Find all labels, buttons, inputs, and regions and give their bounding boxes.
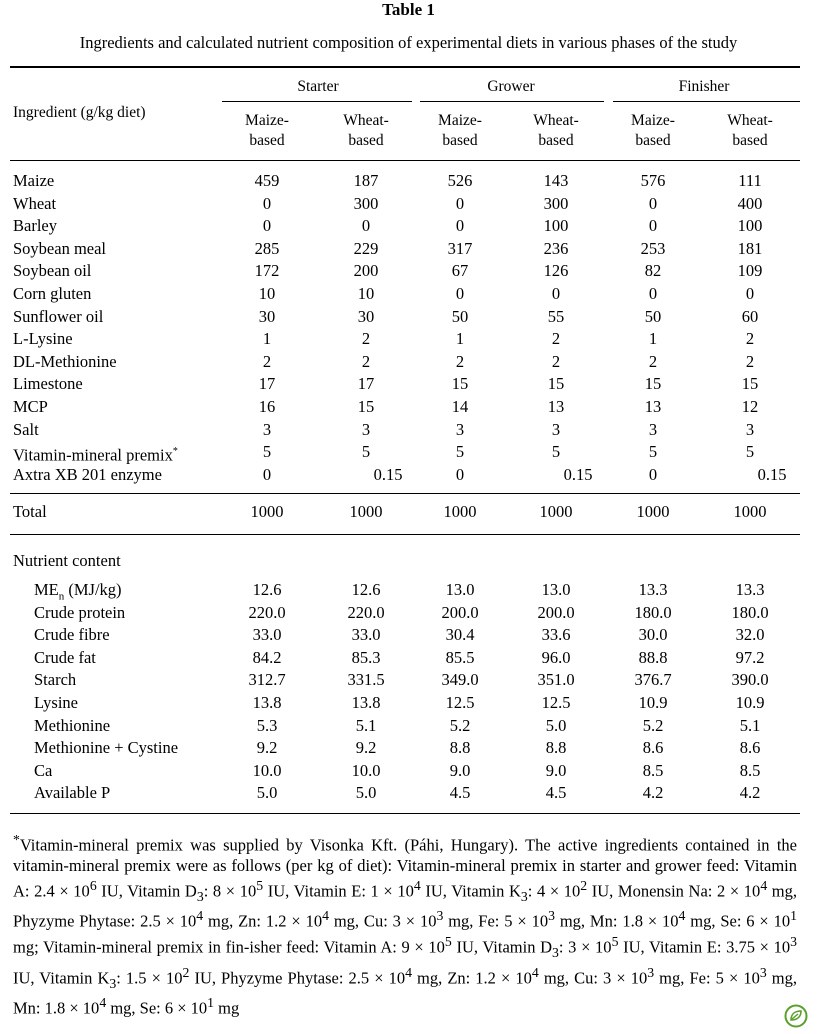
table-cell: 1 [262,329,272,349]
table-cell: 253 [640,238,666,258]
table-cell: 10.9 [638,693,668,712]
table-cell: 30 [357,306,375,326]
subcolumn-header: Wheat- based [727,112,773,149]
table-cell: 2 [745,329,755,349]
row-name: L-Lysine [13,329,73,349]
table-cell: 229 [353,238,379,258]
table-cell: 200 [353,261,379,281]
table-cell: 180.0 [634,602,672,622]
table-cell: 3 [361,419,371,439]
table-cell: 0 [262,216,272,236]
table-cell: 1 [455,329,465,349]
table-cell: 12.6 [351,580,381,599]
table-cell: 8.8 [449,738,471,758]
table-cell: 576 [640,171,666,190]
table-cell: 33.6 [541,625,571,645]
table-cell: 13.3 [638,580,668,599]
table-cell: 5.0 [545,715,567,735]
row-name: Soybean oil [13,261,92,281]
table-cell: 15 [644,374,662,394]
table-cell: 285 [254,238,280,258]
table-cell: 2 [455,351,465,371]
table-cell: 5 [648,442,658,462]
row-label [13,194,56,214]
table-cell: 1000 [636,502,670,521]
row-name: Soybean meal [13,238,107,258]
table-cell: 30 [258,306,276,326]
table-cell: 9.0 [545,760,567,780]
row-label [13,442,178,466]
table-cell: 5.1 [355,715,377,735]
total-bottom-rule [10,534,800,535]
table-cell: 100 [543,216,569,236]
row-name: Axtra XB 201 enzyme [13,464,162,484]
subcolumn-header: Maize- based [245,112,289,149]
table-cell: 1 [648,329,658,349]
table-cell: 5.2 [449,715,471,735]
row-label [13,171,54,191]
table-cell: 9.2 [355,738,377,758]
table-caption: Ingredients and calculated nutrient composition of experimental diets in various phases of the study [79,33,738,52]
table-cell: 3 [551,419,561,439]
group-underline [613,101,800,102]
row-name: Corn gluten [13,284,92,303]
row-name: Ca [34,760,53,780]
row-label [34,603,125,623]
table-cell: 5 [361,442,371,462]
table-cell: 100 [737,216,763,236]
table-cell: 85.5 [445,647,475,667]
table-cell: 181 [737,238,763,258]
row-label [13,307,103,327]
row-name: Total [13,502,47,521]
table-cell: 0 [648,193,658,213]
table-cell: 84.2 [252,647,282,667]
table-cell: 0 [262,193,272,213]
table-cell: 220.0 [347,602,385,622]
table-cell: 0 [648,284,658,303]
table-cell: 13 [547,397,565,416]
table-cell: 2 [361,351,371,371]
table-cell: 33.0 [252,625,282,645]
table-cell: 390.0 [731,670,769,690]
table-cell: 300 [543,193,569,213]
subcolumn-header: Maize- based [631,112,675,149]
table-cell: 10 [357,284,375,303]
table-cell: 526 [447,171,473,190]
table-cell: 0 [551,284,561,303]
table-cell: 2 [648,351,658,371]
nutrient-heading: Nutrient content [13,551,121,570]
row-label [34,738,178,758]
table-cell: 0 [648,464,658,484]
table-cell: 172 [254,261,280,281]
row-name: Vitamin-mineral premix [13,445,173,465]
table-cell: 4.5 [545,783,567,803]
table-cell: 200.0 [441,602,479,622]
row-name: Maize [13,171,55,190]
row-label [34,693,78,713]
table-cell: 0 [262,464,272,484]
row-name-suffix: (MJ/kg) [64,580,122,599]
row-name: ME [34,580,59,599]
table-cell: 5 [745,442,755,462]
table-cell: 5.3 [256,715,278,735]
table-cell: 13.8 [252,693,282,712]
table-cell: 5.1 [739,715,761,735]
table-cell: 331.5 [347,670,385,690]
table-cell: 1000 [250,502,284,521]
table-cell: 2 [551,351,561,371]
table-cell: 2 [262,351,272,371]
table-cell: 0 [455,216,465,236]
table-cell: 10.0 [252,760,282,780]
table-cell: 8.8 [545,738,567,758]
table-cell: 17 [357,374,375,394]
table-cell: 13 [644,397,662,416]
table-cell: 9.2 [256,738,278,758]
table-cell: 10.0 [351,760,381,780]
row-name: MCP [13,397,48,416]
table-cell: 111 [738,171,762,190]
footnote-marker: * [172,446,178,458]
row-name: Lysine [34,693,78,712]
row-name: Crude fat [34,647,96,667]
table-cell: 5 [262,442,272,462]
table-cell: 126 [543,261,569,281]
table-cell: 3 [745,419,755,439]
table-cell: 16 [258,397,276,416]
table-cell: 8.6 [642,738,664,758]
table-cell: 96.0 [541,647,571,667]
table-cell: 10 [258,284,276,303]
table-cell: 0.15 [757,464,787,484]
table-cell: 300 [353,193,379,213]
table-cell: 1000 [733,502,767,521]
row-label [34,761,52,781]
row-label [34,625,110,645]
table-cell: 12.5 [541,693,571,712]
table-cell: 15 [357,397,375,416]
table-cell: 2 [361,329,371,349]
table-cell: 312.7 [248,670,286,690]
total-top-rule [10,493,800,494]
table-cell: 5 [551,442,561,462]
top-rule [10,66,800,68]
row-name: Available P [34,783,111,803]
table-cell: 17 [258,374,276,394]
row-name: Barley [13,216,57,236]
table-cell: 109 [737,261,763,281]
table-cell: 1000 [349,502,383,521]
table-cell: 200.0 [537,602,575,622]
ingredient-header: Ingredient (g/kg diet) [13,104,146,121]
table-cell: 55 [547,306,565,326]
table-cell: 50 [644,306,662,326]
table-cell: 8.5 [642,760,664,780]
row-name: Wheat [13,193,57,213]
group-underline [420,101,604,102]
group-header-grower: Grower [487,78,535,95]
table-cell: 400 [737,193,763,213]
row-label [13,374,83,394]
table-cell: 85.3 [351,647,381,667]
row-label [13,502,47,522]
table-cell: 13.3 [735,580,765,599]
row-name: Starch [34,670,77,690]
table-cell: 60 [741,306,759,326]
footnote: *Vitamin-mineral premix was supplied by Visonka Kft. (Páhi, Hungary). The active ingredients contained in the vitamin-mineral premix were as follows (per kg of diet): Vitamin-mineral premix in starter and grower feed: Vitamin A: $2.4 \times 10^6$ IU, Vitamin $D_3$: $8 \times 10^5$ IU, Vitamin E: $1 \times 10^4$ IU, Vitamin $K_3$: $4 \times 10^2$ IU, Monensin Na: $2 \times 10^4$ mg, Phyzyme Phytase: $2.5 \times 10^4$ mg, Zn: $1.2 \times 10^4$ mg, Cu: $3 \times 10^3$ mg, Fe: $5 \times 10^3$ mg, Mn: $1.8 \times 10^4$ mg, Se: $6 \times 10^1$ mg; Vitamin-mineral premix in fin-isher feed: Vitamin A: $9 \times 10^5$ IU, Vitamin $D_3$: $3 \times 10^5$ IU, Vitamin E: $3.75 \times 10^3$ IU, Vitamin $K_3$: $1.5 \times 10^2$ IU, Phyzyme Phytase: $2.5 \times 10^4$ mg, Zn: $1.2 \times 10^4$ mg, Cu: $3 \times 10^3$ mg, Fe: $5 \times 10^3$ mg, Mn: $1.8 \times 10^4$ mg, Se: $6 \times 10^1$ mg [13,832,798,1018]
table-cell: 8.6 [739,738,761,758]
row-name: Crude fibre [34,625,110,645]
table-cell: 9.0 [449,760,471,780]
table-cell: 15 [451,374,469,394]
row-name: Methionine + Cystine [34,738,179,758]
row-label [34,648,96,668]
table-cell: 0 [455,284,465,303]
table-cell: 5 [455,442,465,462]
row-name: DL-Methionine [13,351,117,371]
table-cell: 0 [745,284,755,303]
table-cell: 3 [262,419,272,439]
group-header-finisher: Finisher [678,78,730,95]
row-name: Methionine [34,715,111,735]
table-cell: 97.2 [735,647,765,667]
table-cell: 15 [547,374,565,394]
table-cell: 4.2 [739,783,761,803]
table-cell: 5.2 [642,715,664,735]
row-label [13,420,39,440]
table-cell: 3 [648,419,658,439]
table-cell: 351.0 [537,670,575,690]
table-cell: 12.5 [445,693,475,712]
row-name: Sunflower oil [13,306,104,326]
table-cell: 236 [543,238,569,258]
table-cell: 5.0 [355,783,377,803]
table-cell: 0 [455,464,465,484]
table-cell: 220.0 [248,602,286,622]
table-cell: 82 [644,261,662,281]
table-cell: 12 [741,397,759,416]
table-cell: 459 [254,171,280,190]
row-label [34,670,76,690]
row-label [13,216,57,236]
table-cell: 187 [353,171,379,190]
table-cell: 0 [455,193,465,213]
table-cell: 349.0 [441,670,479,690]
table-cell: 4.5 [449,783,471,803]
row-label [13,397,48,417]
table-cell: 0 [648,216,658,236]
table-cell: 2 [551,329,561,349]
table-cell: 1000 [443,502,477,521]
table-cell: 14 [451,397,469,416]
row-name: Salt [13,419,39,439]
row-name-subscript: n [58,590,65,603]
table-cell: 30.4 [445,625,475,645]
table-cell: 13.8 [351,693,381,712]
table-cell: 67 [451,261,469,281]
header-bottom-rule [10,160,800,161]
row-label [34,716,110,736]
table-cell: 1000 [539,502,573,521]
bottom-rule [10,813,800,814]
leaf-circle-icon [784,1004,808,1028]
table-cell: 4.2 [642,783,664,803]
table-cell: 13.0 [541,580,571,599]
row-label [13,239,106,259]
table-cell: 143 [543,171,569,190]
row-label [13,329,73,349]
row-label [13,465,162,485]
table-cell: 33.0 [351,625,381,645]
group-underline [222,101,412,102]
row-name: Crude protein [34,602,126,622]
table-cell: 0.15 [373,464,403,484]
table-cell: 3 [455,419,465,439]
table-cell: 15 [741,374,759,394]
subcolumn-header: Wheat- based [533,112,579,149]
table-cell: 50 [451,306,469,326]
table-cell: 32.0 [735,625,765,645]
table-cell: 10.9 [735,693,765,712]
table-cell: 13.0 [445,580,475,599]
row-name: Limestone [13,374,83,394]
row-label [13,261,91,281]
subcolumn-header: Wheat- based [343,112,389,149]
row-label [13,284,91,304]
table-cell: 30.0 [638,625,668,645]
table-cell: 5.0 [256,783,278,803]
group-header-starter: Starter [297,78,339,95]
row-label [13,352,117,372]
table-cell: 0.15 [563,464,593,484]
row-label [34,783,110,803]
table-cell: 8.5 [739,760,761,780]
table-cell: 0 [361,216,371,236]
table-cell: 317 [447,238,473,258]
table-cell: 2 [745,351,755,371]
table-cell: 376.7 [634,670,672,690]
table-cell: 12.6 [252,580,282,599]
table-cell: 180.0 [731,602,769,622]
subcolumn-header: Maize- based [438,112,482,149]
table-cell: 88.8 [638,647,668,667]
table-title: Table 1 [382,0,435,19]
